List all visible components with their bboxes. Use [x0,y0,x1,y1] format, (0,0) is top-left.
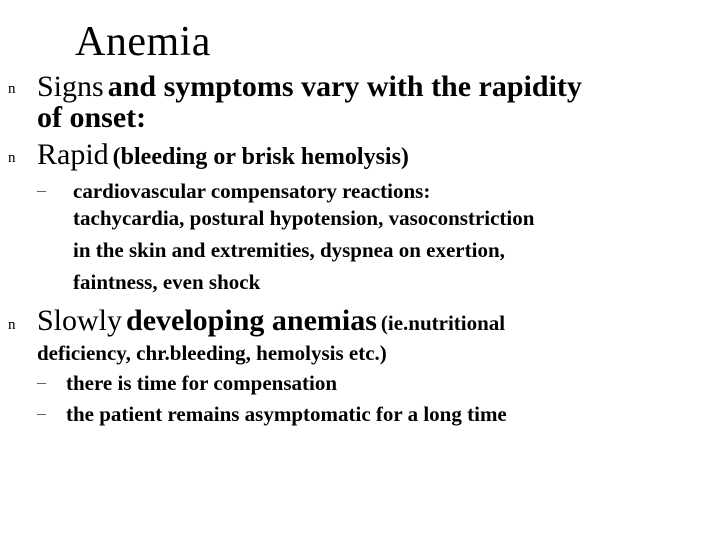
bullet-3-sub-2: the patient remains asymptomatic for a long time [66,402,507,426]
bullet-square-icon: n [8,150,16,166]
bullet-2-text: (bleeding or brisk hemolysis) [112,144,409,170]
bullet-3-sub-1: there is time for compensation [66,371,338,395]
dash-icon: – [37,372,46,392]
bullet-3-line-1 [37,304,505,338]
bullet-square-icon: n [8,317,16,333]
bullet-2-sub-line-2: tachycardia, postural hypotension, vasoconstriction [73,206,535,230]
bullet-1-line-1 [37,70,582,104]
bullet-3-text: developing anemias [126,304,377,337]
bullet-2-sub-line-1: cardiovascular compensatory reactions: [73,179,431,203]
bullet-1-keyword: Signs [37,70,104,103]
dash-icon: – [37,403,46,423]
bullet-1-line-2: of onset: [37,101,147,134]
bullet-1-text: and symptoms vary with the rapidity [107,70,582,103]
bullet-3-paren: (ie.nutritional [380,311,506,335]
slide-title: Anemia [75,19,211,65]
bullet-2-sub-line-3: in the skin and extremities, dyspnea on exertion, [73,238,505,262]
bullet-3-keyword: Slowly [37,304,123,337]
dash-icon: – [37,180,46,200]
bullet-2-line [37,138,409,172]
bullet-2-keyword: Rapid [37,138,109,171]
bullet-square-icon: n [8,81,16,97]
bullet-2-sub-line-4: faintness, even shock [73,270,261,294]
bullet-3-line-2: deficiency, chr.bleeding, hemolysis etc.) [37,341,387,365]
